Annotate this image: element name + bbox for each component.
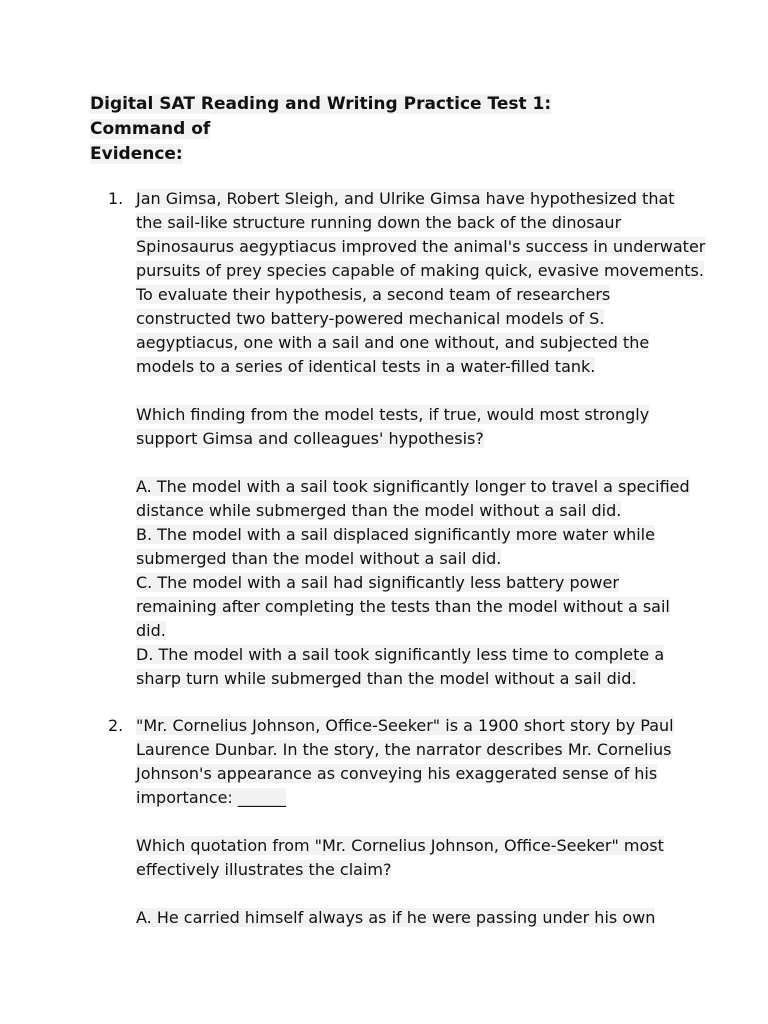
passage-line: Jan Gimsa, Robert Sleigh, and Ulrike Gimsa have hypothesized that xyxy=(136,189,675,208)
choice-line: submerged than the model without a sail did. xyxy=(136,549,502,568)
passage xyxy=(136,714,696,810)
choice-line: A. The model with a sail took significantly longer to travel a specified xyxy=(136,477,690,496)
passage-line: models to a series of identical tests in a water-filled tank. xyxy=(136,357,596,376)
passage-line: "Mr. Cornelius Johnson, Office-Seeker" is a 1900 short story by Paul xyxy=(136,716,674,735)
passage-line: Laurence Dunbar. In the story, the narrator describes Mr. Cornelius xyxy=(136,740,672,759)
passage-line: importance: ______ xyxy=(136,788,286,807)
title-line-2: Evidence: xyxy=(90,144,183,164)
prompt-line: Which quotation from "Mr. Cornelius Johnson, Office-Seeker" most xyxy=(136,836,664,855)
question-prompt xyxy=(136,834,696,882)
choice-line: D. The model with a sail took significantly less time to complete a xyxy=(136,645,665,664)
prompt-line: support Gimsa and colleagues' hypothesis? xyxy=(136,429,484,448)
question-number: 2. xyxy=(108,716,124,735)
question-number: 1. xyxy=(108,189,124,208)
choice-line: C. The model with a sail had significantly less battery power xyxy=(136,573,619,592)
choice-line: distance while submerged than the model without a sail did. xyxy=(136,501,622,520)
question-prompt xyxy=(136,403,696,451)
passage xyxy=(136,187,706,379)
choice-line: sharp turn while submerged than the model without a sail did. xyxy=(136,669,637,688)
passage-line: Johnson's appearance as conveying his exaggerated sense of his xyxy=(136,764,658,783)
choice-line: remaining after completing the tests than the model without a sail xyxy=(136,597,670,616)
answer-choices xyxy=(136,475,696,691)
choice-line: did. xyxy=(136,621,166,640)
title-line-1: Digital SAT Reading and Writing Practice Test 1: Command of xyxy=(90,94,552,139)
passage-line: aegyptiacus, one with a sail and one without, and subjected the xyxy=(136,333,650,352)
passage-line: constructed two battery-powered mechanical models of S. xyxy=(136,309,605,328)
passage-line: Spinosaurus aegyptiacus improved the animal's success in underwater xyxy=(136,237,706,256)
answer-choices xyxy=(136,906,696,930)
question-body xyxy=(136,714,696,930)
question-body xyxy=(136,187,706,691)
choice-line: A. He carried himself always as if he were passing under his own xyxy=(136,908,656,927)
prompt-line: effectively illustrates the claim? xyxy=(136,860,392,879)
passage-line: pursuits of prey species capable of making quick, evasive movements. xyxy=(136,261,704,280)
choice-line: B. The model with a sail displaced significantly more water while xyxy=(136,525,655,544)
passage-line: the sail-like structure running down the back of the dinosaur xyxy=(136,213,622,232)
prompt-line: Which finding from the model tests, if true, would most strongly xyxy=(136,405,650,424)
document-title xyxy=(90,92,650,167)
passage-line: To evaluate their hypothesis, a second team of researchers xyxy=(136,285,611,304)
